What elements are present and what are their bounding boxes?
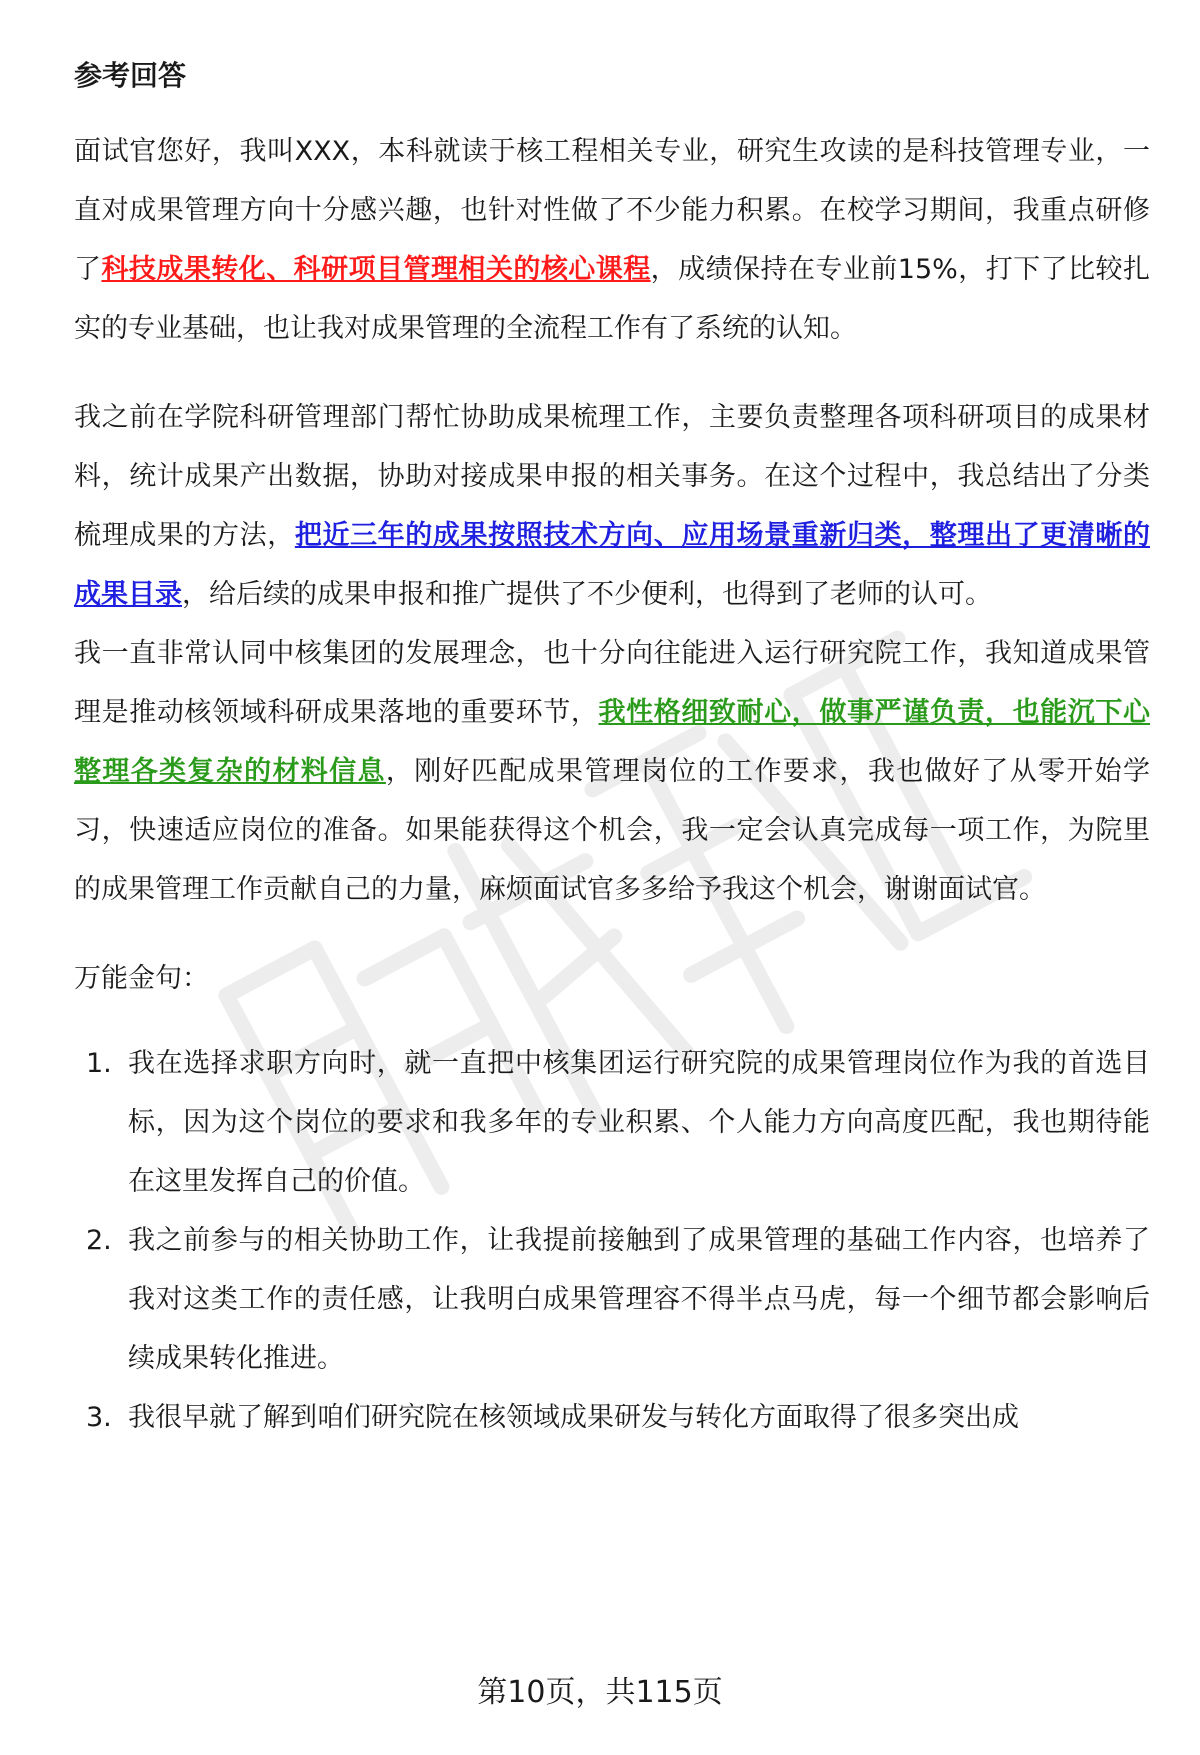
paragraph-1-highlight: 科技成果转化、科研项目管理相关的核心课程 — [101, 254, 651, 285]
list-item — [74, 1211, 1150, 1388]
golden-sentences-label: 万能金句： — [74, 963, 209, 994]
golden-sentences-list — [74, 1034, 1150, 1447]
paragraph-1-text-before: 面试官您好，我叫XXX，本科就读于核工程相关专业，研究生攻读的是科技管理专业，一直对成果管理方向十分感兴趣，也针对性做了不少能力积累。在校学习期间，我重点研修了 — [74, 136, 1150, 285]
list-item-number: 3. — [86, 1402, 112, 1433]
page-footer: 第10页，共115页 — [477, 1675, 723, 1710]
list-item-number: 2. — [86, 1225, 112, 1256]
list-item-text: 我在选择求职方向时，就一直把中核集团运行研究院的成果管理岗位作为我的首选目标，因为这个岗位的要求和我多年的专业积累、个人能力方向高度匹配，我也期待能在这里发挥自己的价值。 — [128, 1048, 1150, 1197]
paragraph-3-text-before: 我一直非常认同中核集团的发展理念，也十分向往能进入运行研究院工作，我知道成果管理是推动核领域科研成果落地的重要环节， — [74, 638, 1150, 728]
content-body — [74, 52, 1150, 1447]
paragraph-2-highlight: 把近三年的成果按照技术方向、应用场景重新归类，整理出了更清晰的成果目录 — [74, 520, 1151, 610]
list-item-number: 1. — [86, 1048, 112, 1079]
paragraph-2-text-after: ，给后续的成果申报和推广提供了不少便利，也得到了老师的认可。 — [182, 579, 992, 610]
answer-paragraph-3 — [74, 624, 1150, 919]
section-heading: 参考回答 — [74, 59, 187, 92]
paragraph-1-text-after: ，成绩保持在专业前15%，打下了比较扎实的专业基础，也让我对成果管理的全流程工作有了系统的认知。 — [74, 254, 1151, 344]
paragraph-3-highlight: 我性格细致耐心，做事严谨负责，也能沉下心整理各类复杂的材料信息 — [74, 697, 1150, 787]
list-item-text: 我很早就了解到咱们研究院在核领域成果研发与转化方面取得了很多突出成 — [128, 1402, 1019, 1433]
answer-paragraph-1 — [74, 122, 1150, 358]
list-item — [74, 1034, 1150, 1211]
list-item — [74, 1388, 1150, 1447]
list-item-text: 我之前参与的相关协助工作，让我提前接触到了成果管理的基础工作内容，也培养了我对这类工作的责任感，让我明白成果管理容不得半点马虎，每一个细节都会影响后续成果转化推进。 — [128, 1225, 1150, 1374]
paragraph-3-text-after: ，刚好匹配成果管理岗位的工作要求，我也做好了从零开始学习，快速适应岗位的准备。如果能获得这个机会，我一定会认真完成每一项工作，为院里的成果管理工作贡献自己的力量，麻烦面试官多多给予我这个机会，谢谢面试官。 — [74, 756, 1151, 905]
paragraph-2-text-before: 我之前在学院科研管理部门帮忙协助成果梳理工作，主要负责整理各项科研项目的成果材料，统计成果产出数据，协助对接成果申报的相关事务。在这个过程中，我总结出了分类梳理成果的方法， — [74, 402, 1150, 551]
answer-paragraph-2 — [74, 388, 1150, 624]
